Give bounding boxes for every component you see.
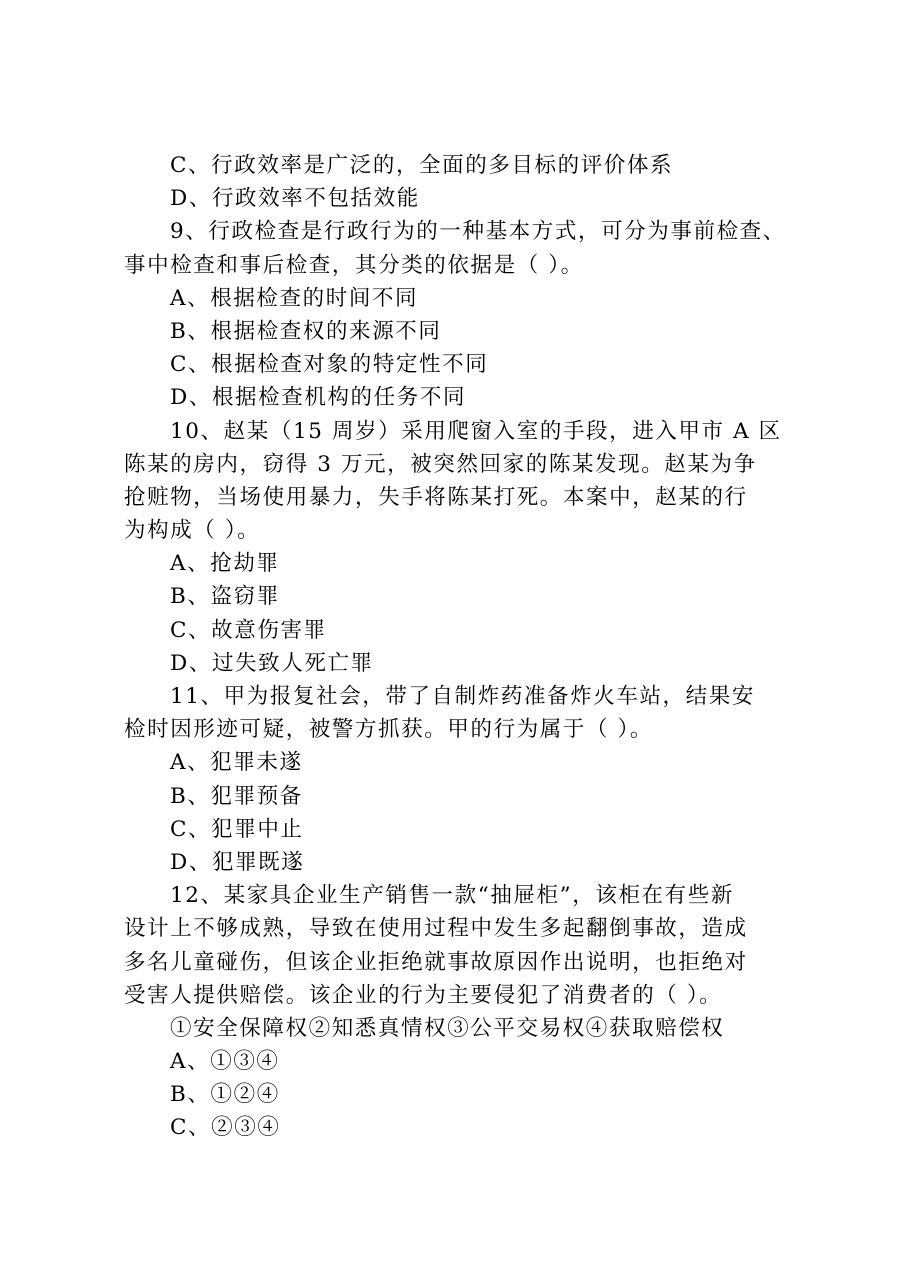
text-line: B、盗窃罪 (170, 584, 280, 610)
text-line: ①安全保障权②知悉真情权③公平交易权④获取赔偿权 (170, 1015, 725, 1041)
text-line: 11、甲为报复社会，带了自制炸药准备炸火车站，结果安 (170, 684, 755, 709)
text-line: C、行政效率是广泛的，全面的多目标的评价体系 (170, 153, 674, 178)
text-line: 为构成（ ）。 (124, 518, 261, 544)
text-line: B、犯罪预备 (170, 783, 303, 809)
text-line: 设计上不够成熟，导致在使用过程中发生多起翻倒事故，造成 (124, 916, 748, 942)
text-line: 抢赃物，当场使用暴力，失手将陈某打死。本案中，赵某的行 (124, 484, 748, 510)
text-line: 受害人提供赔偿。该企业的行为主要侵犯了消费者的（ ）。 (124, 982, 723, 1008)
text-line: B、①②④ (170, 1082, 280, 1108)
text-line: 事中检查和事后检查，其分类的依据是（ ）。 (124, 252, 584, 278)
text-line: A、抢劫罪 (170, 551, 280, 577)
text-line: C、犯罪中止 (170, 816, 304, 842)
text-line: 10、赵某（15 周岁）采用爬窗入室的手段，进入甲市 A 区 (170, 418, 782, 444)
text-line: C、②③④ (170, 1115, 281, 1141)
text-line: A、根据检查的时间不同 (170, 285, 419, 311)
text-line: A、犯罪未遂 (170, 750, 303, 776)
text-line: D、犯罪既遂 (170, 849, 305, 875)
text-line: 陈某的房内，窃得 3 万元，被突然回家的陈某发现。赵某为争 (124, 451, 757, 477)
text-line: 多名儿童碰伤，但该企业拒绝就事故原因作出说明，也拒绝对 (124, 949, 748, 975)
text-line: D、根据检查机构的任务不同 (170, 385, 467, 411)
text-line: A、①③④ (170, 1049, 280, 1075)
text-line: B、根据检查权的来源不同 (170, 318, 442, 344)
text-line: D、行政效率不包括效能 (170, 186, 420, 212)
text-line: D、过失致人死亡罪 (170, 650, 374, 676)
text-line: C、故意伤害罪 (170, 617, 327, 643)
text-line: C、根据检查对象的特定性不同 (170, 352, 489, 378)
document-body (124, 149, 804, 1145)
text-line: 检时因形迹可疑，被警方抓获。甲的行为属于（ ）。 (124, 717, 653, 743)
text-line: 12、某家具企业生产销售一款“抽屉柜”，该柜在有些新 (170, 883, 734, 909)
text-line: 9、行政检查是行政行为的一种基本方式，可分为事前检查、 (170, 219, 786, 245)
